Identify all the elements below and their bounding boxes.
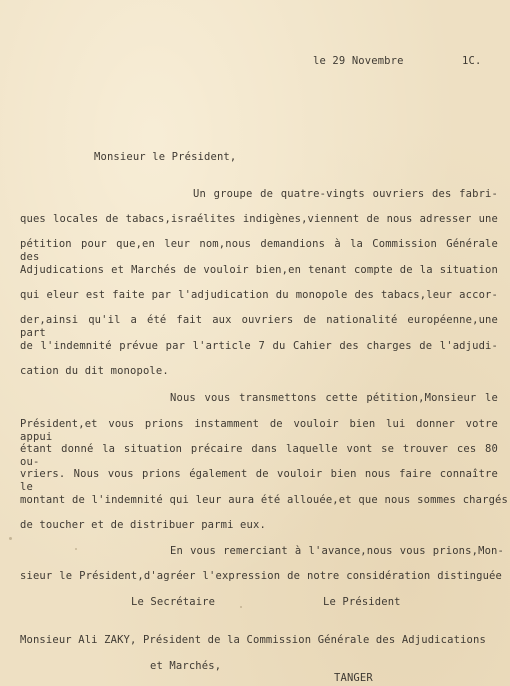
salutation: Monsieur le Président, xyxy=(94,151,237,163)
paragraph1-line1: Un groupe de quatre-vingts ouvriers des fabri- xyxy=(193,188,498,200)
paragraph1-line4: Adjudications et Marchés de vouloir bien,en tenant compte de la situation xyxy=(20,264,498,276)
paragraph2-line3: étant donné la situation précaire dans laquelle vont se trouver ces 80 ou- xyxy=(20,443,498,468)
signature-secretary: Le Secrétaire xyxy=(131,596,216,608)
paragraph1-line5: qui eleur est faite par l'adjudication du monopole des tabacs,leur accor- xyxy=(20,289,498,301)
addressee-city: TANGER xyxy=(334,672,373,684)
paragraph1-line2: ques locales de tabacs,israélites indigènes,viennent de nous adresser une xyxy=(20,213,498,225)
paragraph1-line3: pétition pour que,en leur nom,nous demandions à la Commission Générale des xyxy=(20,238,498,263)
paragraph3-line2: sieur le Président,d'agréer l'expression de notre considération distinguée xyxy=(20,570,502,582)
addressee-line1: Monsieur Ali ZAKY, Président de la Commission Générale des Adjudications xyxy=(20,634,486,646)
addressee-line2: et Marchés, xyxy=(150,660,222,672)
paper-spot xyxy=(75,548,77,550)
paragraph2-line4: vriers. Nous vous prions également de vouloir bien nous faire connaître le xyxy=(20,468,498,493)
paragraph1-line8: cation du dit monopole. xyxy=(20,365,169,377)
page-number: 1C. xyxy=(462,55,482,67)
paragraph1-line7: de l'indemnité prévue par l'article 7 du Cahier des charges de l'adjudi- xyxy=(20,340,498,352)
paragraph1-line6: der,ainsi qu'il a été fait aux ouvriers de nationalité européenne,une part xyxy=(20,314,498,339)
paper-spot xyxy=(9,537,12,540)
paragraph2-line2: Président,et vous prions instamment de vouloir bien lui donner votre appui xyxy=(20,418,498,443)
paragraph2-line5: montant de l'indemnité qui leur aura été allouée,et que nous sommes chargés xyxy=(20,494,508,506)
signature-president: Le Président xyxy=(323,596,401,608)
paragraph3-line1: En vous remerciant à l'avance,nous vous prions,Mon- xyxy=(170,545,504,557)
paragraph2-line6: de toucher et de distribuer parmi eux. xyxy=(20,519,266,531)
paragraph2-line1: Nous vous transmettons cette pétition,Monsieur le xyxy=(170,392,498,404)
letter-date: le 29 Novembre xyxy=(313,55,404,67)
paper-spot xyxy=(240,606,242,608)
